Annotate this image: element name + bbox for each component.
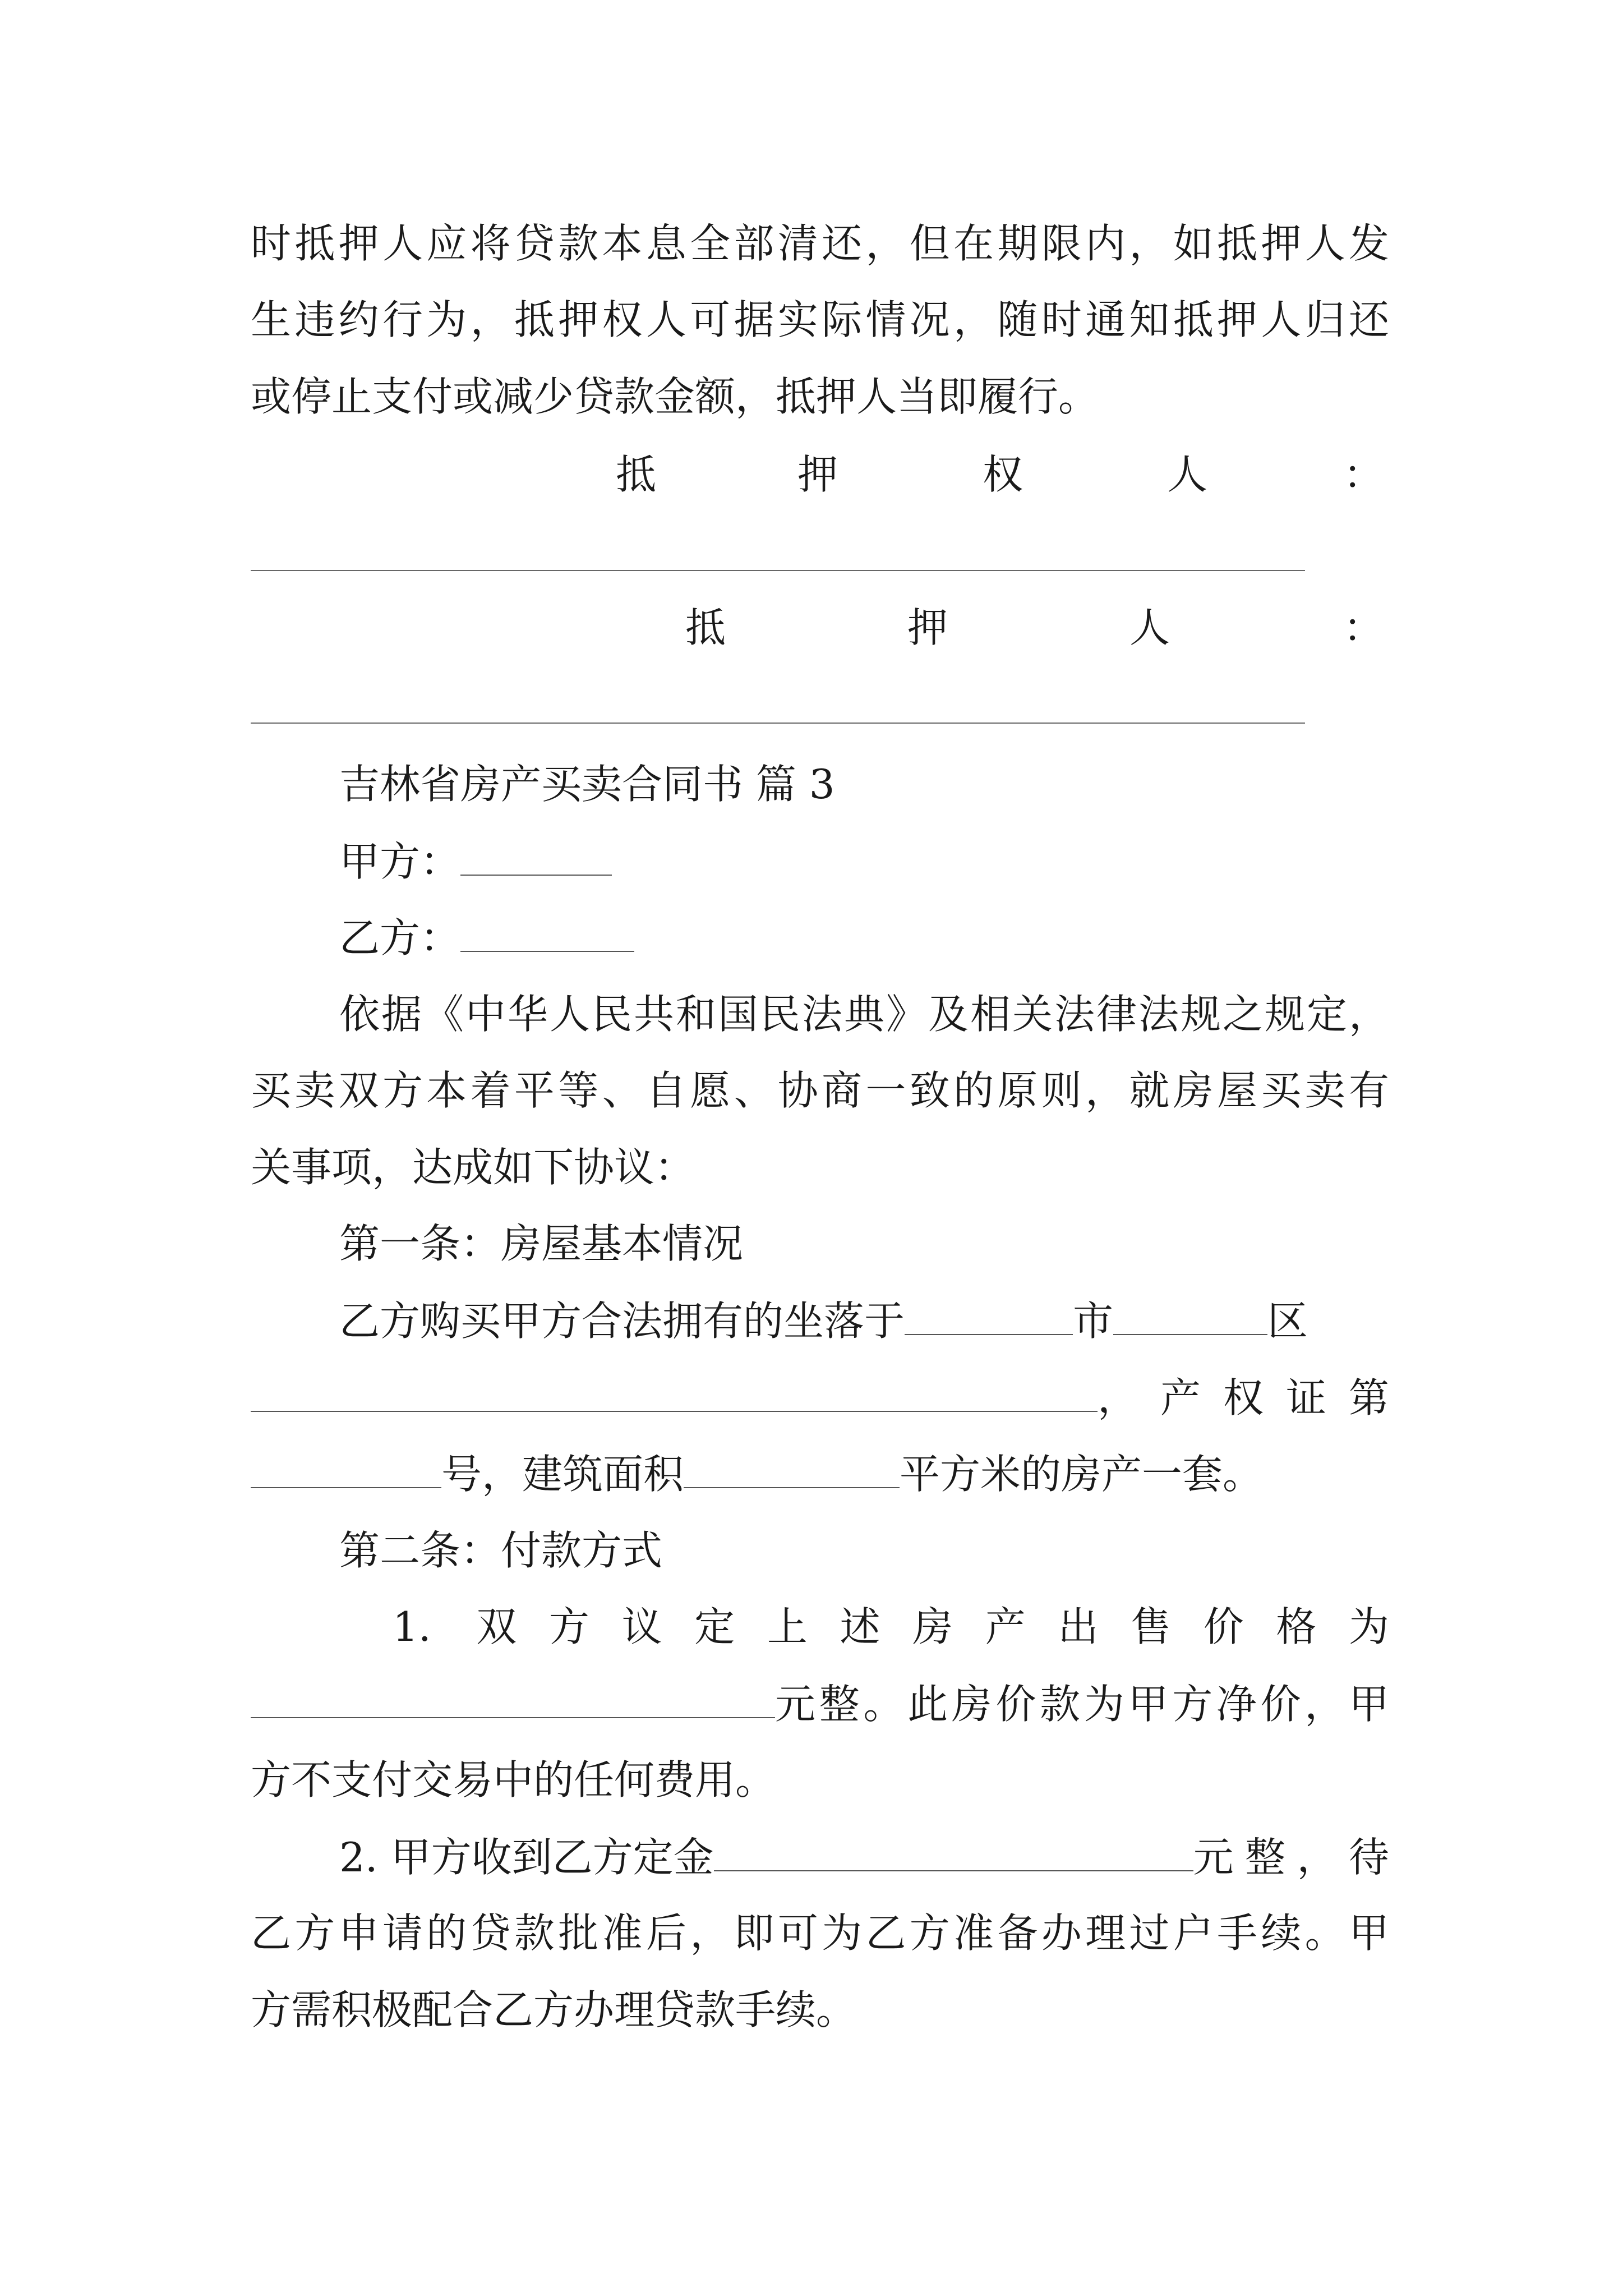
article-2-item-1-line-2 [251,1681,1389,1728]
area-unit-text: 平方米的房产一套。 [900,1451,1264,1498]
city-label: 市 [1073,1297,1114,1345]
article-2-heading: 第二条：付款方式 [339,1527,663,1574]
area-field[interactable] [684,1453,900,1488]
city-field[interactable] [905,1300,1073,1335]
contract-title: 吉林省房产买卖合同书 篇 3 [339,761,835,808]
paragraph-line: 时抵押人应将贷款本息全部清还，但在期限内，如抵押人发 [251,220,1389,267]
price-text: 元整。此房价款为甲方净价，甲 [775,1681,1389,1728]
mortgagor-signature-line[interactable] [251,723,1305,724]
signature-char: ： [1343,604,1384,651]
paragraph-line: 或停止支付或减少贷款金额，抵押人当即履行。 [251,373,1099,420]
district-field[interactable] [1113,1300,1267,1335]
party-b-row [339,914,1389,961]
deposit-label: 2. 甲方收到乙方定金 [339,1834,714,1881]
article-1-heading: 第一条：房屋基本情况 [339,1220,744,1267]
signature-char: 权 [983,451,1023,498]
area-label: 号，建筑面积 [441,1451,684,1498]
signature-char: 抵 [685,604,726,651]
article-2-item-2-line-1 [339,1834,1389,1881]
signature-char: ： [1343,451,1384,498]
district-label: 区 [1267,1297,1308,1345]
article-2-item-2-line: 乙方申请的贷款批准后，即可为乙方准备办理过户手续。甲 [251,1910,1389,1957]
signature-char: 人 [1167,451,1208,498]
article-1-line-2 [251,1374,1389,1421]
paragraph-line: 生违约行为，抵押权人可据实际情况，随时通知抵押人归还 [251,296,1389,343]
preamble-line: 依据《中华人民共和国民法典》及相关法律法规之规定， [339,991,1389,1038]
certificate-label: ，产权证第 [1098,1374,1389,1421]
price-field[interactable] [251,1683,775,1718]
article-2-item-1-line: 方不支付交易中的任何费用。 [251,1756,776,1803]
deposit-text: 元整，待 [1193,1834,1389,1881]
article-1-line-1 [339,1297,1389,1345]
article-1-line-3 [251,1451,1389,1498]
party-b-label: 乙方： [339,914,461,961]
signature-char: 押 [907,604,948,651]
article-2-item-2-line: 方需积极配合乙方办理贷款手续。 [251,1986,857,2033]
preamble-line: 买卖双方本着平等、自愿、协商一致的原则，就房屋买卖有 [251,1067,1389,1114]
certificate-number-field[interactable] [251,1453,441,1488]
preamble-line: 关事项，达成如下协议： [251,1144,695,1191]
party-a-field[interactable] [460,841,612,876]
address-field[interactable] [251,1377,1098,1412]
mortgagee-signature-line[interactable] [251,570,1305,571]
party-a-row [339,838,1389,885]
party-b-field[interactable] [460,917,634,952]
article-1-text: 乙方购买甲方合法拥有的坐落于 [339,1297,905,1345]
article-2-item-1-line: 1. 双方议定上述房产出售价格为 [393,1603,1389,1650]
party-a-label: 甲方： [339,838,461,885]
signature-char: 押 [797,451,838,498]
signature-char: 抵 [616,451,657,498]
signature-char: 人 [1129,604,1170,651]
deposit-field[interactable] [714,1837,1193,1871]
